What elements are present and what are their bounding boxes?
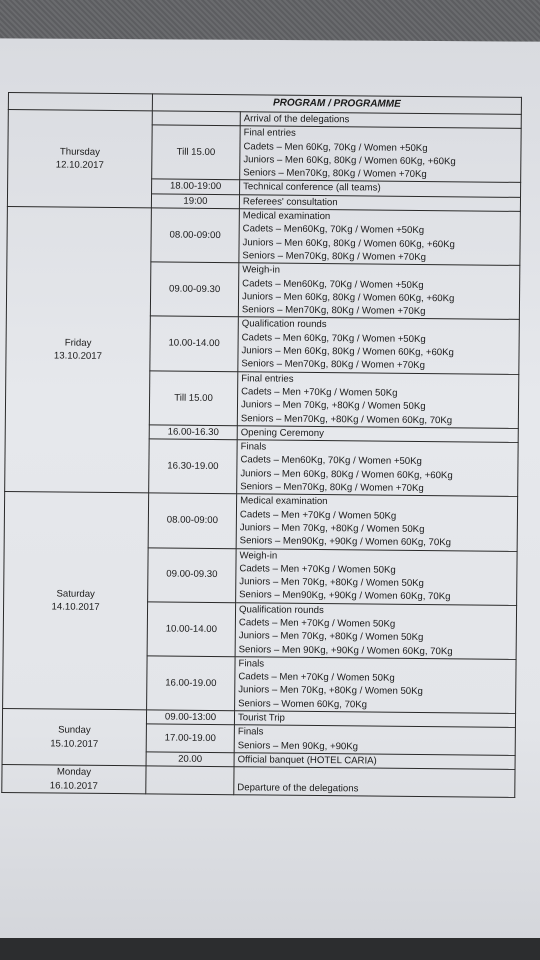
time-cell: 19:00: [151, 194, 239, 209]
activity-line: Cadets – Men 60Kg, 70Kg / Women +50Kg: [241, 332, 426, 345]
day-date: 12.10.2017: [55, 159, 104, 171]
activity-line: Juniors – Men 60Kg, 80Kg / Women 60Kg, +60Kg: [240, 467, 453, 482]
day-cell: [7, 110, 152, 208]
activity-line: Cadets – Men +70Kg / Women 50Kg: [239, 508, 397, 522]
activity-cell: [239, 209, 521, 266]
time-cell: Till 15.00: [152, 125, 241, 180]
activity-cell: [237, 440, 519, 497]
activity-heading: Medical examination: [242, 210, 331, 223]
time-cell: 10.00-14.00: [147, 602, 236, 657]
activity-heading: Weigh-in: [242, 264, 281, 276]
time-cell: 09.00-13:00: [146, 710, 234, 725]
activity-line: Juniors – Men 70Kg, +80Kg / Women 50Kg: [238, 684, 423, 698]
time-cell: 09.00-09.30: [150, 262, 239, 317]
time-cell: [152, 111, 240, 126]
activity-line: Juniors – Men 60Kg, 80Kg / Women 60Kg, +60Kg: [241, 345, 454, 359]
activity-line: Tourist Trip: [237, 712, 285, 724]
activity-line: Seniors – Men70Kg, 80Kg / Women +70Kg: [242, 250, 427, 263]
day-cell: [5, 207, 152, 494]
activity-cell: [240, 126, 522, 183]
day-name: Saturday: [56, 588, 95, 600]
programme-document: [1, 92, 529, 798]
day-date: 13.10.2017: [53, 350, 103, 363]
time-cell: Till 15.00: [149, 371, 238, 426]
activity-cell: [234, 725, 515, 755]
schedule-row: [7, 207, 520, 266]
background-floor: [0, 938, 540, 960]
activity-heading: Finals: [240, 441, 267, 453]
activity-line: Cadets – Men 60Kg, 70Kg / Women +50Kg: [243, 140, 428, 154]
activity-line: Departure of the delegations: [237, 781, 359, 794]
activity-cell: [235, 657, 517, 714]
time-cell: 10.00-14.00: [150, 316, 239, 371]
activity-line: Seniors – Men70Kg, +80Kg / Women 60Kg, 70Kg: [240, 412, 453, 426]
activity-line: Seniors – Men90Kg, +90Kg / Women 60Kg, 70Kg: [239, 589, 451, 603]
activity-line: Seniors – Men70Kg, 80Kg / Women +70Kg: [243, 167, 427, 181]
activity-heading: Finals: [237, 726, 264, 738]
activity-heading: Qualification rounds: [238, 603, 324, 616]
activity-heading: Final entries: [243, 127, 296, 140]
activity-line: Referees' consultation: [242, 196, 338, 208]
activity-line: Cadets – Men +70Kg / Women 50Kg: [238, 617, 396, 630]
day-date: 16.10.2017: [49, 779, 98, 792]
time-cell: 17.00-19.00: [146, 724, 234, 752]
schedule-row: [4, 492, 517, 551]
activity-line: Cadets – Men60Kg, 70Kg / Women +50Kg: [242, 277, 424, 291]
time-cell: 16.00-19.00: [147, 656, 236, 711]
activity-heading: Weigh-in: [239, 549, 278, 562]
activity-heading: Qualification rounds: [241, 318, 327, 331]
activity-line: Juniors – Men 70Kg, +80Kg / Women 50Kg: [238, 630, 424, 644]
activity-line: Cadets – Men60Kg, 70Kg / Women +50Kg: [240, 454, 422, 468]
activity-line: Arrival of the delegations: [243, 113, 350, 126]
activity-cell: [235, 602, 517, 659]
day-cell: [2, 709, 147, 767]
activity-line: Cadets – Men +70Kg / Women 50Kg: [239, 563, 396, 576]
activity-line: Seniors – Men70Kg, 80Kg / Women +70Kg: [240, 481, 424, 495]
activity-line: Juniors – Men 60Kg, 80Kg / Women 60Kg, +60Kg: [242, 236, 455, 250]
activity-line: Seniors – Men 90Kg, +90Kg / Women 60Kg, 70Kg: [238, 643, 453, 657]
day-name: Sunday: [58, 724, 91, 737]
activity-line: Seniors – Men70Kg, 80Kg / Women +70Kg: [241, 304, 426, 318]
activity-heading: Medical examination: [240, 495, 328, 508]
schedule-body: [2, 110, 522, 798]
activity-line: Cadets – Men +70Kg / Women 50Kg: [238, 671, 395, 684]
time-cell: 09.00-09.30: [148, 547, 237, 602]
activity-line: Seniors – Men90Kg, +90Kg / Women 60Kg, 70Kg: [239, 535, 452, 549]
activity-heading: Finals: [238, 658, 265, 670]
schedule-row: [2, 765, 515, 798]
time-cell: [146, 766, 234, 794]
day-name: Monday: [56, 766, 92, 779]
activity-line: Cadets – Men60Kg, 70Kg / Women +50Kg: [242, 223, 425, 237]
time-cell: 18.00-19:00: [152, 179, 240, 194]
activity-line: Seniors – Men 90Kg, +90Kg: [237, 739, 359, 753]
activity-line: Seniors – Women 60Kg, 70Kg: [238, 698, 368, 711]
day-date: 15.10.2017: [50, 738, 99, 750]
activity-line: Juniors – Men 60Kg, 80Kg / Women 60Kg, +60Kg: [241, 291, 455, 305]
activity-line: Opening Ceremony: [240, 427, 324, 439]
day-cell: [3, 492, 149, 710]
activity-cell: [238, 263, 520, 320]
programme-title: PROGRAM / PROGRAMME: [152, 94, 521, 115]
time-cell: 08.00-09:00: [148, 493, 237, 548]
time-cell: 08.00-09:00: [151, 208, 240, 263]
time-cell: 16.30-19.00: [149, 439, 238, 494]
activity-line: Juniors – Men 70Kg, +80Kg / Women 50Kg: [239, 576, 424, 590]
activity-line: Seniors – Men70Kg, 80Kg / Women +70Kg: [241, 358, 426, 372]
day-date: 14.10.2017: [51, 601, 100, 614]
activity-heading: Final entries: [241, 372, 294, 385]
activity-line: Juniors – Men 70Kg, +80Kg / Women 50Kg: [240, 399, 426, 413]
time-cell: 16.00-16.30: [149, 425, 237, 440]
day-cell: [2, 765, 146, 794]
activity-cell: [234, 767, 515, 797]
activity-line: Cadets – Men +70Kg / Women 50Kg: [241, 386, 398, 399]
day-name: Friday: [64, 337, 92, 349]
activity-cell: [237, 371, 519, 428]
activity-cell: [236, 548, 518, 605]
programme-table: [1, 92, 522, 798]
activity-line: Official banquet (HOTEL CARIA): [237, 754, 377, 767]
activity-cell: [238, 317, 520, 374]
activity-cell: [236, 494, 518, 551]
activity-line: Technical conference (all teams): [243, 181, 381, 195]
activity-line: Juniors – Men 60Kg, 80Kg / Women 60Kg, +60Kg: [243, 154, 456, 168]
day-name: Thursday: [59, 146, 100, 158]
time-cell: 20.00: [146, 752, 234, 767]
activity-line: Juniors – Men 70Kg, +80Kg / Women 50Kg: [239, 522, 425, 535]
